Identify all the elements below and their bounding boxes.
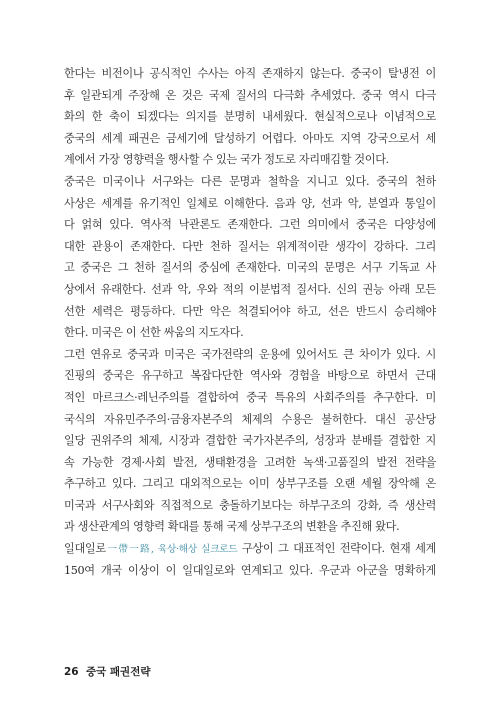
text-line xyxy=(64,538,436,560)
text-line xyxy=(64,106,436,128)
text-segment: 후 일관되게 주장해 온 것은 국제 질서의 다극화 추세였다. 중국 역시 다극 xyxy=(64,88,436,102)
text-segment: 한다. 미국은 이 선한 싸움의 지도자다. xyxy=(64,326,244,340)
text-line xyxy=(64,128,436,150)
text-line xyxy=(64,149,436,171)
text-line xyxy=(64,344,436,366)
text-segment: 다 얽혀 있다. 역사적 낙관론도 존재한다. 그런 의미에서 중국은 다양성에 xyxy=(64,218,436,232)
text-segment: 상에서 유래한다. 선과 악, 우와 적의 이분법적 질서다. 신의 권능 아래 모든 xyxy=(64,282,436,296)
text-segment: 국식의 자유민주주의·금융자본주의 체제의 수용은 불허한다. 대신 공산당 xyxy=(64,412,436,426)
text-line xyxy=(64,236,436,258)
text-segment: 화의 한 축이 되겠다는 의지를 분명히 내세웠다. 현실적으로나 이념적으로 xyxy=(64,110,436,124)
text-segment: 미국과 서구사회와 직접적으로 충돌하기보다는 하부구조의 강화, 즉 생산력 xyxy=(64,498,436,512)
text-segment: 속 가능한 경제·사회 발전, 생태환경을 고려한 녹색·고품질의 발전 전략을 xyxy=(64,455,436,469)
text-line xyxy=(64,452,436,474)
text-segment: 구상이 그 대표적인 전략이다. 현재 세계 xyxy=(237,542,436,556)
text-line xyxy=(64,214,436,236)
text-segment: 고 중국은 그 천하 질서의 중심에 존재한다. 미국의 문명은 서구 기독교 사 xyxy=(64,261,436,275)
text-line xyxy=(64,387,436,409)
text-segment: 적인 마르크스·레닌주의를 결합하여 중국 특유의 사회주의를 추구한다. 미 xyxy=(64,390,436,404)
text-segment: 과 생산관계의 영향력 확대를 통해 국제 상부구조의 변환을 추진해 왔다. xyxy=(64,520,400,534)
text-segment: 일대일로 xyxy=(64,542,106,556)
text-segment: 추구하고 있다. 그리고 대외적으로는 이미 상부구조를 오랜 세월 장악해 온 xyxy=(64,477,436,491)
text-segment: 그런 연유로 중국과 미국은 국가전략의 운용에 있어서도 큰 차이가 있다. 시 xyxy=(64,347,436,361)
book-title: 중국 패권전략 xyxy=(85,666,151,678)
text-segment: 중국은 미국이나 서구와는 다른 문명과 철학을 지니고 있다. 중국의 천하 xyxy=(64,174,436,188)
gloss-annotation: 一帶一路, 육상·해상 실크로드 xyxy=(105,544,238,556)
text-segment: 150여 개국 이상이 이 일대일로와 연계되고 있다. 우군과 아군을 명확하게 xyxy=(64,563,436,577)
page-footer xyxy=(64,664,150,679)
text-segment: 계에서 가장 영향력을 행사할 수 있는 국가 정도로 자리매김할 것이다. xyxy=(64,153,389,167)
page-number: 26 xyxy=(64,666,79,678)
text-line xyxy=(64,430,436,452)
text-line xyxy=(64,301,436,323)
text-line xyxy=(64,495,436,517)
text-line xyxy=(64,279,436,301)
text-line xyxy=(64,257,436,279)
text-line xyxy=(64,322,436,344)
text-line xyxy=(64,409,436,431)
text-line xyxy=(64,63,436,85)
text-segment: 사상은 세계를 유기적인 일체로 이해한다. 음과 양, 선과 악, 분열과 통일이 xyxy=(64,196,436,210)
text-line xyxy=(64,516,436,538)
text-segment: 일당 권위주의 체제, 시장과 결합한 국가자본주의, 성장과 분배를 결합한 지 xyxy=(64,434,436,448)
text-segment: 중국의 세계 패권은 금세기에 달성하기 어렵다. 아마도 지역 강국으로서 세 xyxy=(64,131,436,145)
text-segment: 대한 관용이 존재한다. 다만 천하 질서는 위계적이란 생각이 강하다. 그리 xyxy=(64,239,436,253)
text-line xyxy=(64,560,436,582)
text-line xyxy=(64,171,436,193)
text-segment: 선한 세력은 평등하다. 다만 악은 척결되어야 하고, 선은 반드시 승리해야 xyxy=(64,304,436,318)
text-line xyxy=(64,193,436,215)
text-line xyxy=(64,473,436,495)
text-segment: 한다는 비전이나 공식적인 수사는 아직 존재하지 않는다. 중국이 탈냉전 이 xyxy=(64,67,436,80)
text-segment: 진핑의 중국은 유구하고 복잡다단한 역사와 경험을 바탕으로 하면서 근대 xyxy=(64,369,436,383)
body-text xyxy=(64,63,436,581)
text-line xyxy=(64,85,436,107)
text-line xyxy=(64,365,436,387)
